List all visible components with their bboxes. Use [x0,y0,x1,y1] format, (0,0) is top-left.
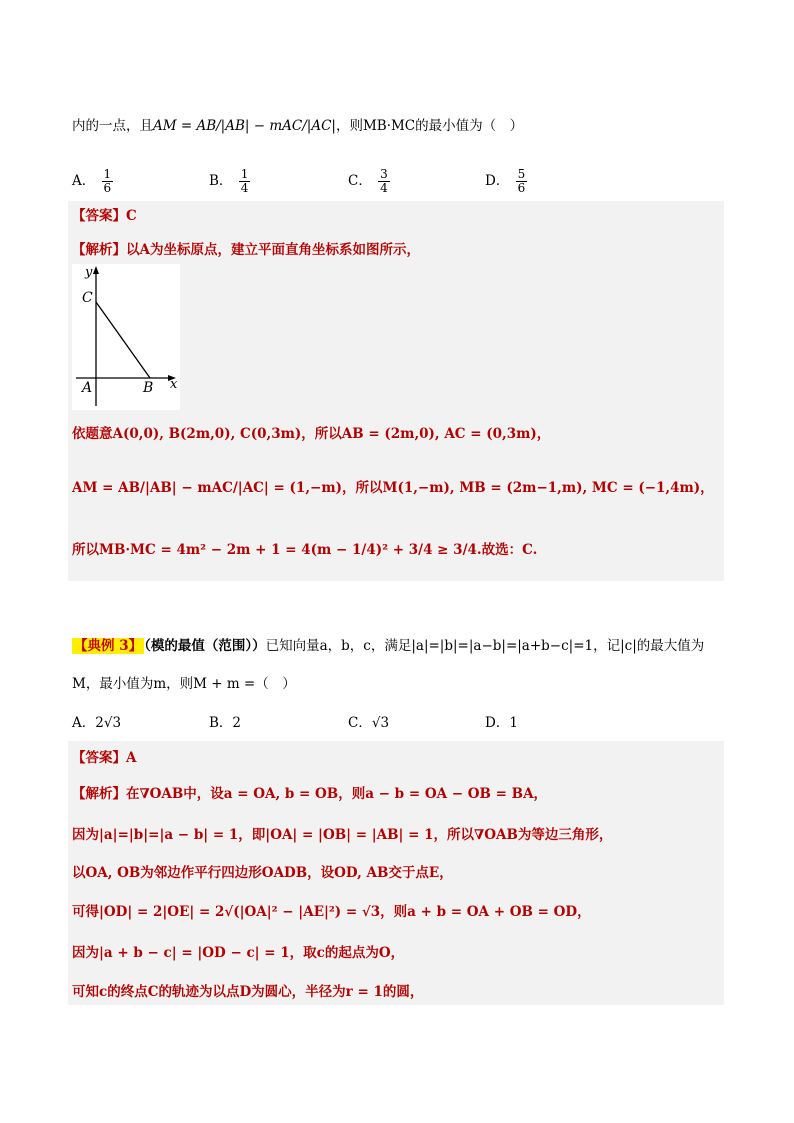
q2-line-3: AM = AB/|AB| − mAC/|AC| = (1,−m)，所以M(1,−m), MB = (2m−1,m), MC = (−1,4m)， [72,480,714,496]
option-text: 1 [509,715,518,731]
q2-option-a[interactable] [72,168,115,195]
q3-analysis-5: 因为|a + b − c| = |OD − c| = 1，取c的起点为O， [72,945,405,961]
q2-stem-expr: AM = AB/|AB| − mAC/|AC| [153,118,336,134]
q2-line-4: 所以MB·MC = 4m² − 2m + 1 = 4(m − 1/4)² + 3/4 ≥ 3/4.故选：C. [72,542,538,558]
q3-stem-text: 已知向量a，b，c，满足|a|=|b|=|a−b|=|a+b−c|=1，记|c|的最大值为 [265,638,705,654]
option-label: D． [485,173,510,189]
option-text: 2 [232,715,242,731]
option-fraction: $\frac{1}{4}$ [240,167,249,195]
option-label: C． [348,173,372,189]
q2-answer: 【答案】C [72,208,137,224]
q2-stem-suffix: ，则MB·MC的最小值为（ ） [335,118,524,134]
option-fraction: $\frac{3}{4}$ [380,167,388,195]
q3-analysis-6: 可知c的终点C的轨迹为以点D为圆心，半径为r = 1的圆， [72,984,424,1000]
option-label: D． [485,715,510,731]
topic-label: （模的最值（范围）） [144,638,266,654]
option-label: A． [72,173,96,189]
option-label: C． [348,715,372,731]
label-a: A [82,380,93,396]
q3-option-d[interactable] [485,711,518,731]
example-tag: 【典例 3】 [74,638,143,654]
option-text: 2√3 [95,715,122,731]
label-y: y [85,265,93,280]
label-b: B [143,380,154,396]
analysis-text: 在∇OAB中，设a = OA, b = OB，则a − b = OA − OB = BA， [126,786,548,802]
q2-stem [72,117,523,135]
option-label: A． [72,715,96,731]
q2-option-b[interactable] [209,168,252,195]
q3-option-b[interactable] [209,711,241,731]
label-c: C [82,290,93,306]
option-text: √3 [371,715,390,731]
q2-analysis-1 [72,241,420,259]
q2-option-c[interactable] [348,168,392,195]
option-label: B． [209,715,233,731]
analysis-label: 【解析】 [72,242,126,258]
q2-line-2: 依题意A(0,0), B(2m,0), C(0,3m)，所以AB = (2m,0), AC = (0,3m)， [72,426,551,442]
q3-option-a[interactable] [72,711,121,731]
analysis-label: 【解析】 [72,786,126,802]
option-label: B． [209,173,233,189]
analysis-text: 以A为坐标原点，建立平面直角坐标系如图所示， [126,242,420,258]
q3-stem-2: M，最小值为m，则M + m =（ ） [72,676,296,692]
label-x: x [170,377,178,392]
coordinate-figure [72,264,180,410]
q2-stem-prefix: 内的一点，且 [72,118,153,134]
q3-analysis-1 [72,785,547,803]
q3-stem-1 [72,637,704,655]
q3-analysis-2: 因为|a|=|b|=|a − b| = 1，即|OA| = |OB| = |AB| = 1，所以∇OAB为等边三角形， [72,827,613,843]
q3-analysis-3: 以OA, OB为邻边作平行四边形OADB，设OD, AB交于点E， [72,865,453,881]
coordinate-figure-svg [72,264,180,410]
option-fraction: $\frac{5}{6}$ [517,167,526,195]
q3-answer: 【答案】A [72,750,137,766]
q3-analysis-4: 可得|OD| = 2|OE| = 2√(|OA|² − |AE|²) = √3，则a + b = OA + OB = OD， [72,904,591,920]
q2-option-d[interactable] [485,168,529,195]
q3-option-c[interactable] [348,711,389,731]
option-fraction: $\frac{1}{6}$ [103,167,112,195]
